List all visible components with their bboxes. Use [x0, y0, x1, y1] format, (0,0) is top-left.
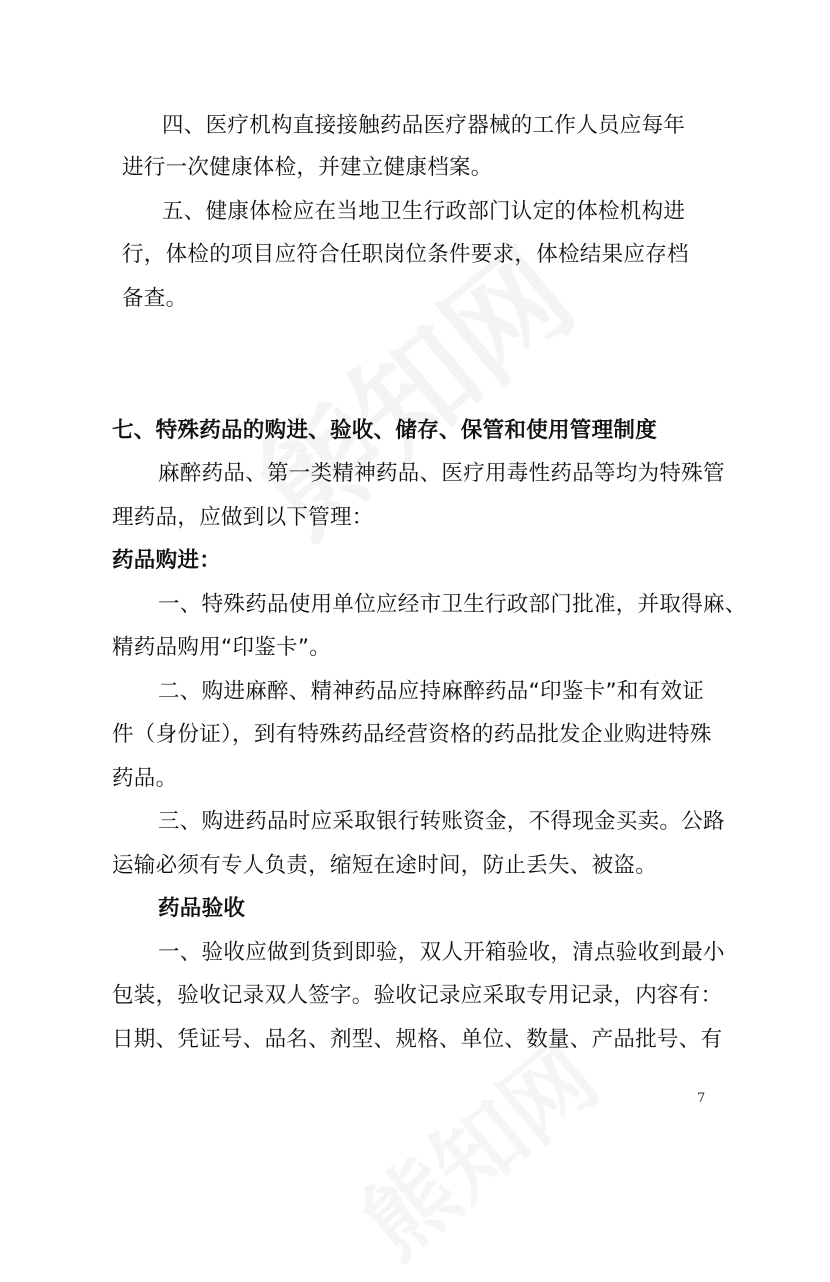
paragraph-line-16: 包装，验收记录双人签字。验收记录应采取专用记录，内容有：	[112, 983, 723, 1008]
paragraph-line-5: 备查。	[122, 286, 188, 311]
paragraph-line-8: 一、特殊药品使用单位应经市卫生行政部门批准，并取得麻、	[158, 592, 747, 617]
paragraph-line-12: 药品。	[112, 766, 178, 791]
subheading-purchase: 药品购进：	[112, 548, 222, 573]
paragraph-line-15: 一、验收应做到货到即验，双人开箱验收，清点验收到最小	[158, 940, 725, 965]
subheading-acceptance: 药品验收	[158, 896, 246, 921]
paragraph-line-14: 运输必须有专人负责，缩短在途时间，防止丢失、被盗。	[112, 853, 658, 878]
paragraph-line-7: 理药品，应做到以下管理：	[112, 505, 374, 530]
paragraph-line-4: 行，体检的项目应符合任职岗位条件要求，体检结果应存档	[122, 242, 689, 267]
section-heading: 七、特殊药品的购进、验收、储存、保管和使用管理制度	[112, 418, 658, 443]
paragraph-line-10: 二、购进麻醉、精神药品应持麻醉药品“印鉴卡”和有效证	[158, 679, 705, 704]
page-number: 7	[697, 1091, 706, 1106]
paragraph-line-9: 精药品购用“印鉴卡”。	[112, 635, 332, 660]
paragraph-line-13: 三、购进药品时应采取银行转账资金，不得现金买卖。公路	[158, 809, 725, 834]
paragraph-line-11: 件（身份证），到有特殊药品经营资格的药品批发企业购进特殊	[112, 722, 712, 747]
paragraph-line-17: 日期、凭证号、品名、剂型、规格、单位、数量、产品批号、有	[112, 1027, 723, 1052]
paragraph-line-1: 四、医疗机构直接接触药品医疗器械的工作人员应每年	[162, 113, 686, 138]
paragraph-line-6: 麻醉药品、第一类精神药品、医疗用毒性药品等均为特殊管	[158, 461, 725, 486]
paragraph-line-3: 五、健康体检应在当地卫生行政部门认定的体检机构进	[162, 199, 686, 224]
paragraph-line-2: 进行一次健康体检，并建立健康档案。	[122, 155, 493, 180]
